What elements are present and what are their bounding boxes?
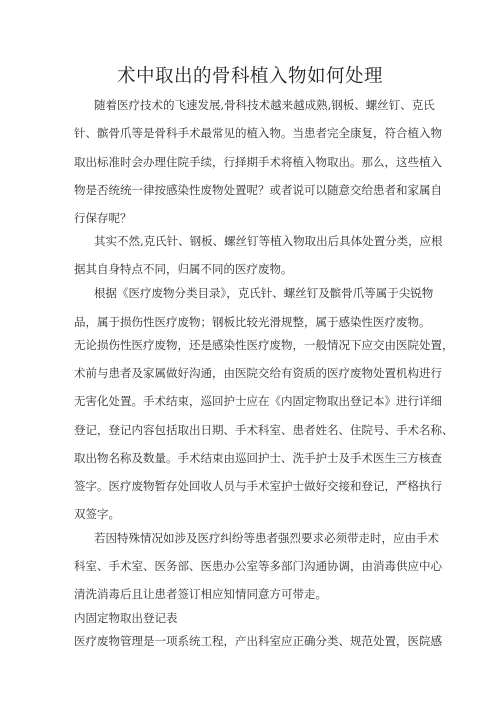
body-line: 签字。医疗废物暂存处回收人员与手术室护士做好交接和登记，严格执行 <box>74 479 442 493</box>
document-title: 术中取出的骨科植入物如何处理 <box>116 66 383 87</box>
body-line: 取出物名称及数量。手术结束由巡回护士、洗手护士及手术医生三方核查 <box>74 451 442 465</box>
body-line: 据其自身特点不同，归属不同的医疗废物。 <box>74 262 293 276</box>
body-line: 若因特殊情况如涉及医疗纠纷等患者强烈要求必须带走时，应由手术 <box>94 531 439 545</box>
body-line: 科室、手术室、医务部、医患办公室等多部门沟通协调，由消毒供应中心 <box>74 559 442 573</box>
section-heading: 内固定物取出登记表 <box>74 611 178 625</box>
body-line: 根据《医疗废物分类目录》，克氏针、螺丝钉及髌骨爪等属于尖锐物 <box>94 286 434 300</box>
body-line: 其实不然,克氏针、钢板、螺丝钉等植入物取出后具体处置分类，应根 <box>94 234 443 248</box>
body-line: 行保存呢？ <box>74 211 132 225</box>
body-line: 术前与患者及家属做好沟通，由医院交给有资质的医疗废物处置机构进行 <box>74 366 442 380</box>
body-line: 医疗废物管理是一项系统工程，产出科室应正确分类、规范处置，医院感 <box>74 634 442 648</box>
body-line: 随着医疗技术的飞速发展,骨科技术越来越成熟,钢板、螺丝钉、克氏 <box>94 98 435 112</box>
body-line: 登记，登记内容包括取出日期、手术科室、患者姓名、住院号、手术名称、 <box>74 423 454 437</box>
body-line: 无害化处置。手术结束，巡回护士应在《内固定物取出登记本》进行详细 <box>74 394 442 408</box>
body-line: 针、髌骨爪等是骨科手术最常见的植入物。当患者完全康复，符合植入物 <box>74 126 442 140</box>
body-line: 品，属于损伤性医疗废物；钢板比较光滑规整，属于感染性医疗废物。 <box>74 315 431 329</box>
body-line: 物是否统统一律按感染性废物处置呢？或者说可以随意交给患者和家属自 <box>74 183 442 197</box>
body-line: 双签字。 <box>74 507 120 521</box>
body-line: 无论损伤性医疗废物，还是感染性医疗废物，一般情况下应交由医院处置， <box>74 338 454 352</box>
body-line: 取出标准时会办理住院手续，行择期手术将植入物取出。那么，这些植入 <box>74 155 442 169</box>
body-line: 清洗消毒后且让患者签订相应知情同意方可带走。 <box>74 587 327 601</box>
